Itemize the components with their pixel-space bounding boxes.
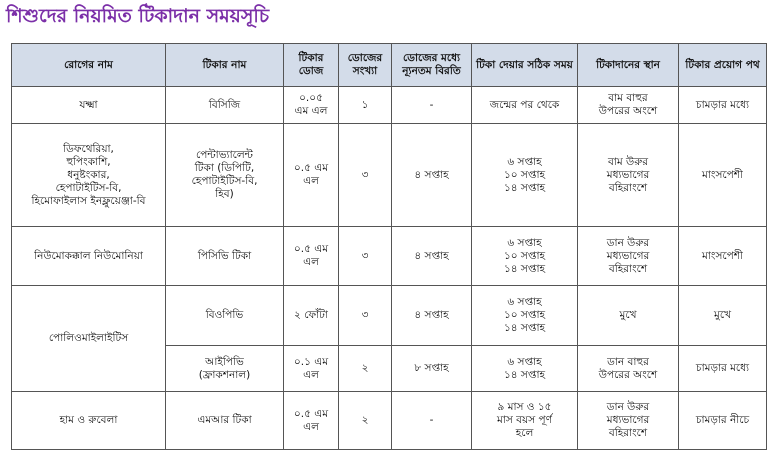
cell-dose-count: ৩ xyxy=(339,124,392,227)
cell-dose-count: ৩ xyxy=(339,227,392,286)
cell-site: বাম উরুর মধ্যভাগের বহিরাংশে xyxy=(578,124,679,227)
cell-dose: ২ ফোঁটা xyxy=(284,286,339,346)
cell-dose: ০.৫ এম এল xyxy=(284,392,339,450)
table-row xyxy=(12,227,767,286)
cell-vaccine: পেন্টাভ্যালেন্ট টিকা (ডিপিটি, হেপাটাইটিস-বি, হিব) xyxy=(166,124,284,227)
cell-disease: যক্ষ্মা xyxy=(12,87,166,124)
header-dose-count: ডোজের সংখ্যা xyxy=(339,44,392,87)
cell-route: চামড়ার মধ্যে xyxy=(679,346,767,392)
cell-site: ডান বাহুর উপরের অংশে xyxy=(578,346,679,392)
cell-interval: ৪ সপ্তাহ xyxy=(392,286,472,346)
header-vaccine-dose: টিকার ডোজ xyxy=(284,44,339,87)
cell-disease: নিউমোকক্কাল নিউমোনিয়া xyxy=(12,227,166,286)
header-disease-name: রোগের নাম xyxy=(12,44,166,87)
table-row xyxy=(12,286,767,346)
page-title: শিশুদের নিয়মিত টিকাদান সময়সূচি xyxy=(6,5,270,27)
cell-disease: ডিফথেরিয়া, হুপিংকাশি, ধনুষ্টংকার, হেপাটাইটিস-বি, হিমোফাইলাস ইনফ্লুয়েঞ্জা-বি xyxy=(12,124,166,227)
cell-dose: ০.৫ এম এল xyxy=(284,227,339,286)
cell-interval: - xyxy=(392,87,472,124)
vaccination-schedule-table xyxy=(11,43,767,450)
cell-interval: - xyxy=(392,392,472,450)
cell-vaccine: এমআর টিকা xyxy=(166,392,284,450)
header-min-interval: ডোজের মধ্যে ন্যূনতম বিরতি xyxy=(392,44,472,87)
header-vaccine-name: টিকার নাম xyxy=(166,44,284,87)
cell-route: চামড়ার মধ্যে xyxy=(679,87,767,124)
header-administration-route: টিকার প্রয়োগ পথ xyxy=(679,44,767,87)
cell-timing: ৯ মাস ও ১৫ মাস বয়স পূর্ণ হলে xyxy=(472,392,578,450)
cell-route: মাংসপেশী xyxy=(679,227,767,286)
cell-dose: ০.৫ এম এল xyxy=(284,124,339,227)
cell-vaccine: বিওপিভি xyxy=(166,286,284,346)
cell-dose-count: ২ xyxy=(339,346,392,392)
cell-dose-count: ২ xyxy=(339,392,392,450)
cell-timing: ৬ সপ্তাহ ১০ সপ্তাহ ১৪ সপ্তাহ xyxy=(472,286,578,346)
cell-route: মুখে xyxy=(679,286,767,346)
cell-dose: ০.১ এম এল xyxy=(284,346,339,392)
table-row xyxy=(12,87,767,124)
cell-site: ডান উরুর মধ্যভাগের বহিরাংশে xyxy=(578,392,679,450)
header-vaccination-site: টিকাদানের স্থান xyxy=(578,44,679,87)
cell-dose-count: ১ xyxy=(339,87,392,124)
cell-site: বাম বাহুর উপরের অংশে xyxy=(578,87,679,124)
cell-interval: ৪ সপ্তাহ xyxy=(392,124,472,227)
cell-site: ডান উরুর মধ্যভাগের বহিরাংশে xyxy=(578,227,679,286)
cell-dose-count: ৩ xyxy=(339,286,392,346)
cell-timing: ৬ সপ্তাহ ১৪ সপ্তাহ xyxy=(472,346,578,392)
cell-timing: ৬ সপ্তাহ ১০ সপ্তাহ ১৪ সপ্তাহ xyxy=(472,124,578,227)
cell-disease: পোলিওমাইলাইটিস xyxy=(12,286,166,392)
cell-timing: জন্মের পর থেকে xyxy=(472,87,578,124)
cell-disease: হাম ও রুবেলা xyxy=(12,392,166,450)
cell-vaccine: বিসিজি xyxy=(166,87,284,124)
cell-dose: ০.০৫ এম এল xyxy=(284,87,339,124)
table-row xyxy=(12,124,767,227)
cell-interval: ৪ সপ্তাহ xyxy=(392,227,472,286)
table-row xyxy=(12,392,767,450)
cell-site: মুখে xyxy=(578,286,679,346)
table-header-row xyxy=(12,44,767,87)
header-correct-timing: টিকা দেয়ার সঠিক সময় xyxy=(472,44,578,87)
cell-timing: ৬ সপ্তাহ ১০ সপ্তাহ ১৪ সপ্তাহ xyxy=(472,227,578,286)
cell-interval: ৮ সপ্তাহ xyxy=(392,346,472,392)
cell-vaccine: আইপিভি (ফ্রাকশনাল) xyxy=(166,346,284,392)
cell-route: চামড়ার নীচে xyxy=(679,392,767,450)
cell-route: মাংসপেশী xyxy=(679,124,767,227)
cell-vaccine: পিসিভি টিকা xyxy=(166,227,284,286)
